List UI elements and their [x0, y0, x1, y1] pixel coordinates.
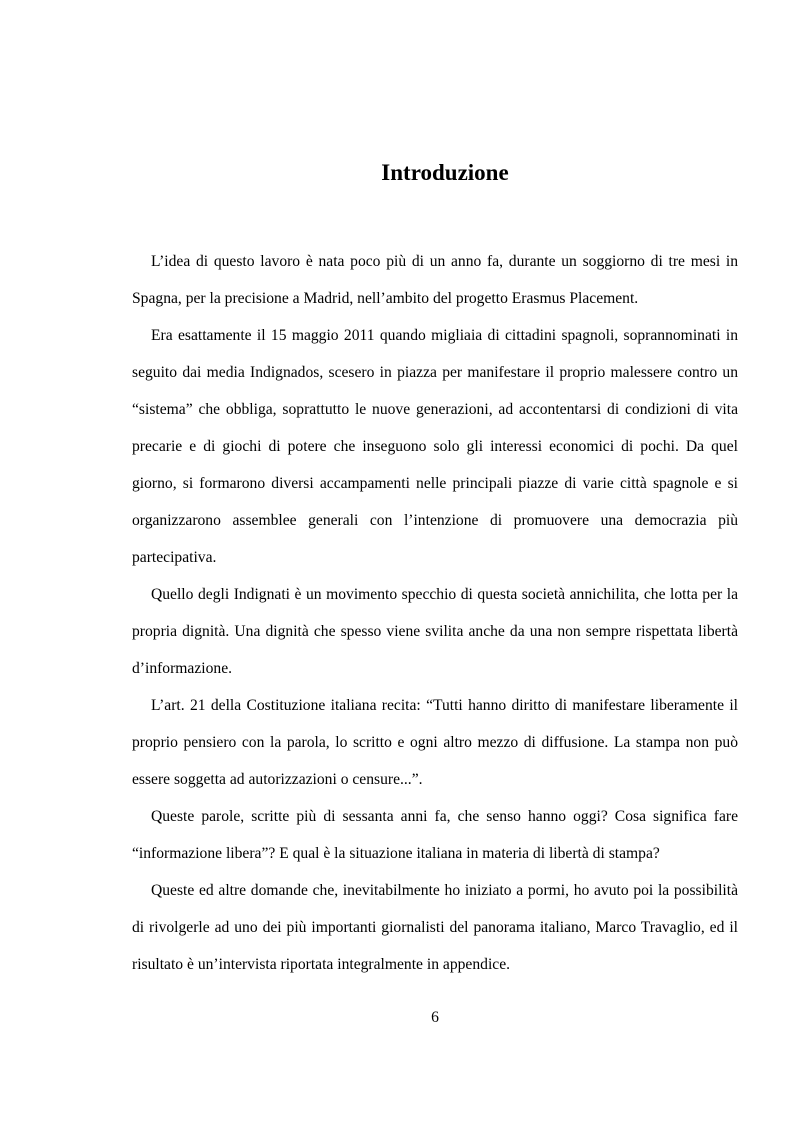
- body-text: [132, 243, 738, 983]
- page-number: 6: [431, 1009, 439, 1026]
- paragraph-3: Quello degli Indignati è un movimento specchio di questa società annichilita, che lotta per la propria dignità. Una dignità che spesso viene svilita anche da una non sempre rispettata libertà d’informazione.: [132, 586, 738, 677]
- paragraph-6: Queste ed altre domande che, inevitabilmente ho iniziato a pormi, ho avuto poi la possibilità di rivolgerle ad uno dei più importanti giornalisti del panorama italiano, Marco Travaglio, ed il risultato è un’intervista riportata integralmente in appendice.: [132, 882, 738, 973]
- paragraph-5: Queste parole, scritte più di sessanta anni fa, che senso hanno oggi? Cosa significa fare “informazione libera”? E qual è la situazione italiana in materia di libertà di stampa?: [132, 808, 738, 862]
- paragraph-4: L’art. 21 della Costituzione italiana recita: “Tutti hanno diritto di manifestare liberamente il proprio pensiero con la parola, lo scritto e ogni altro mezzo di diffusione. La stampa non può essere soggetta ad autorizzazioni o censure...”.: [132, 697, 738, 788]
- page-title: Introduzione: [381, 160, 509, 185]
- paragraph-2: Era esattamente il 15 maggio 2011 quando migliaia di cittadini spagnoli, soprannominati in seguito dai media Indignados, scesero in piazza per manifestare il proprio malessere contro un “sistema” che obbliga, soprattutto le nuove generazioni, ad accontentarsi di condizioni di vita precarie e di giochi di potere che inseguono solo gli interessi economici di pochi. Da quel giorno, si formarono diversi accampamenti nelle principali piazze di varie città spagnole e si organizzarono assemblee generali con l’intenzione di promuovere una democrazia più partecipativa.: [132, 327, 738, 566]
- paragraph-1: L’idea di questo lavoro è nata poco più di un anno fa, durante un soggiorno di tre mesi in Spagna, per la precisione a Madrid, nell’ambito del progetto Erasmus Placement.: [132, 253, 738, 307]
